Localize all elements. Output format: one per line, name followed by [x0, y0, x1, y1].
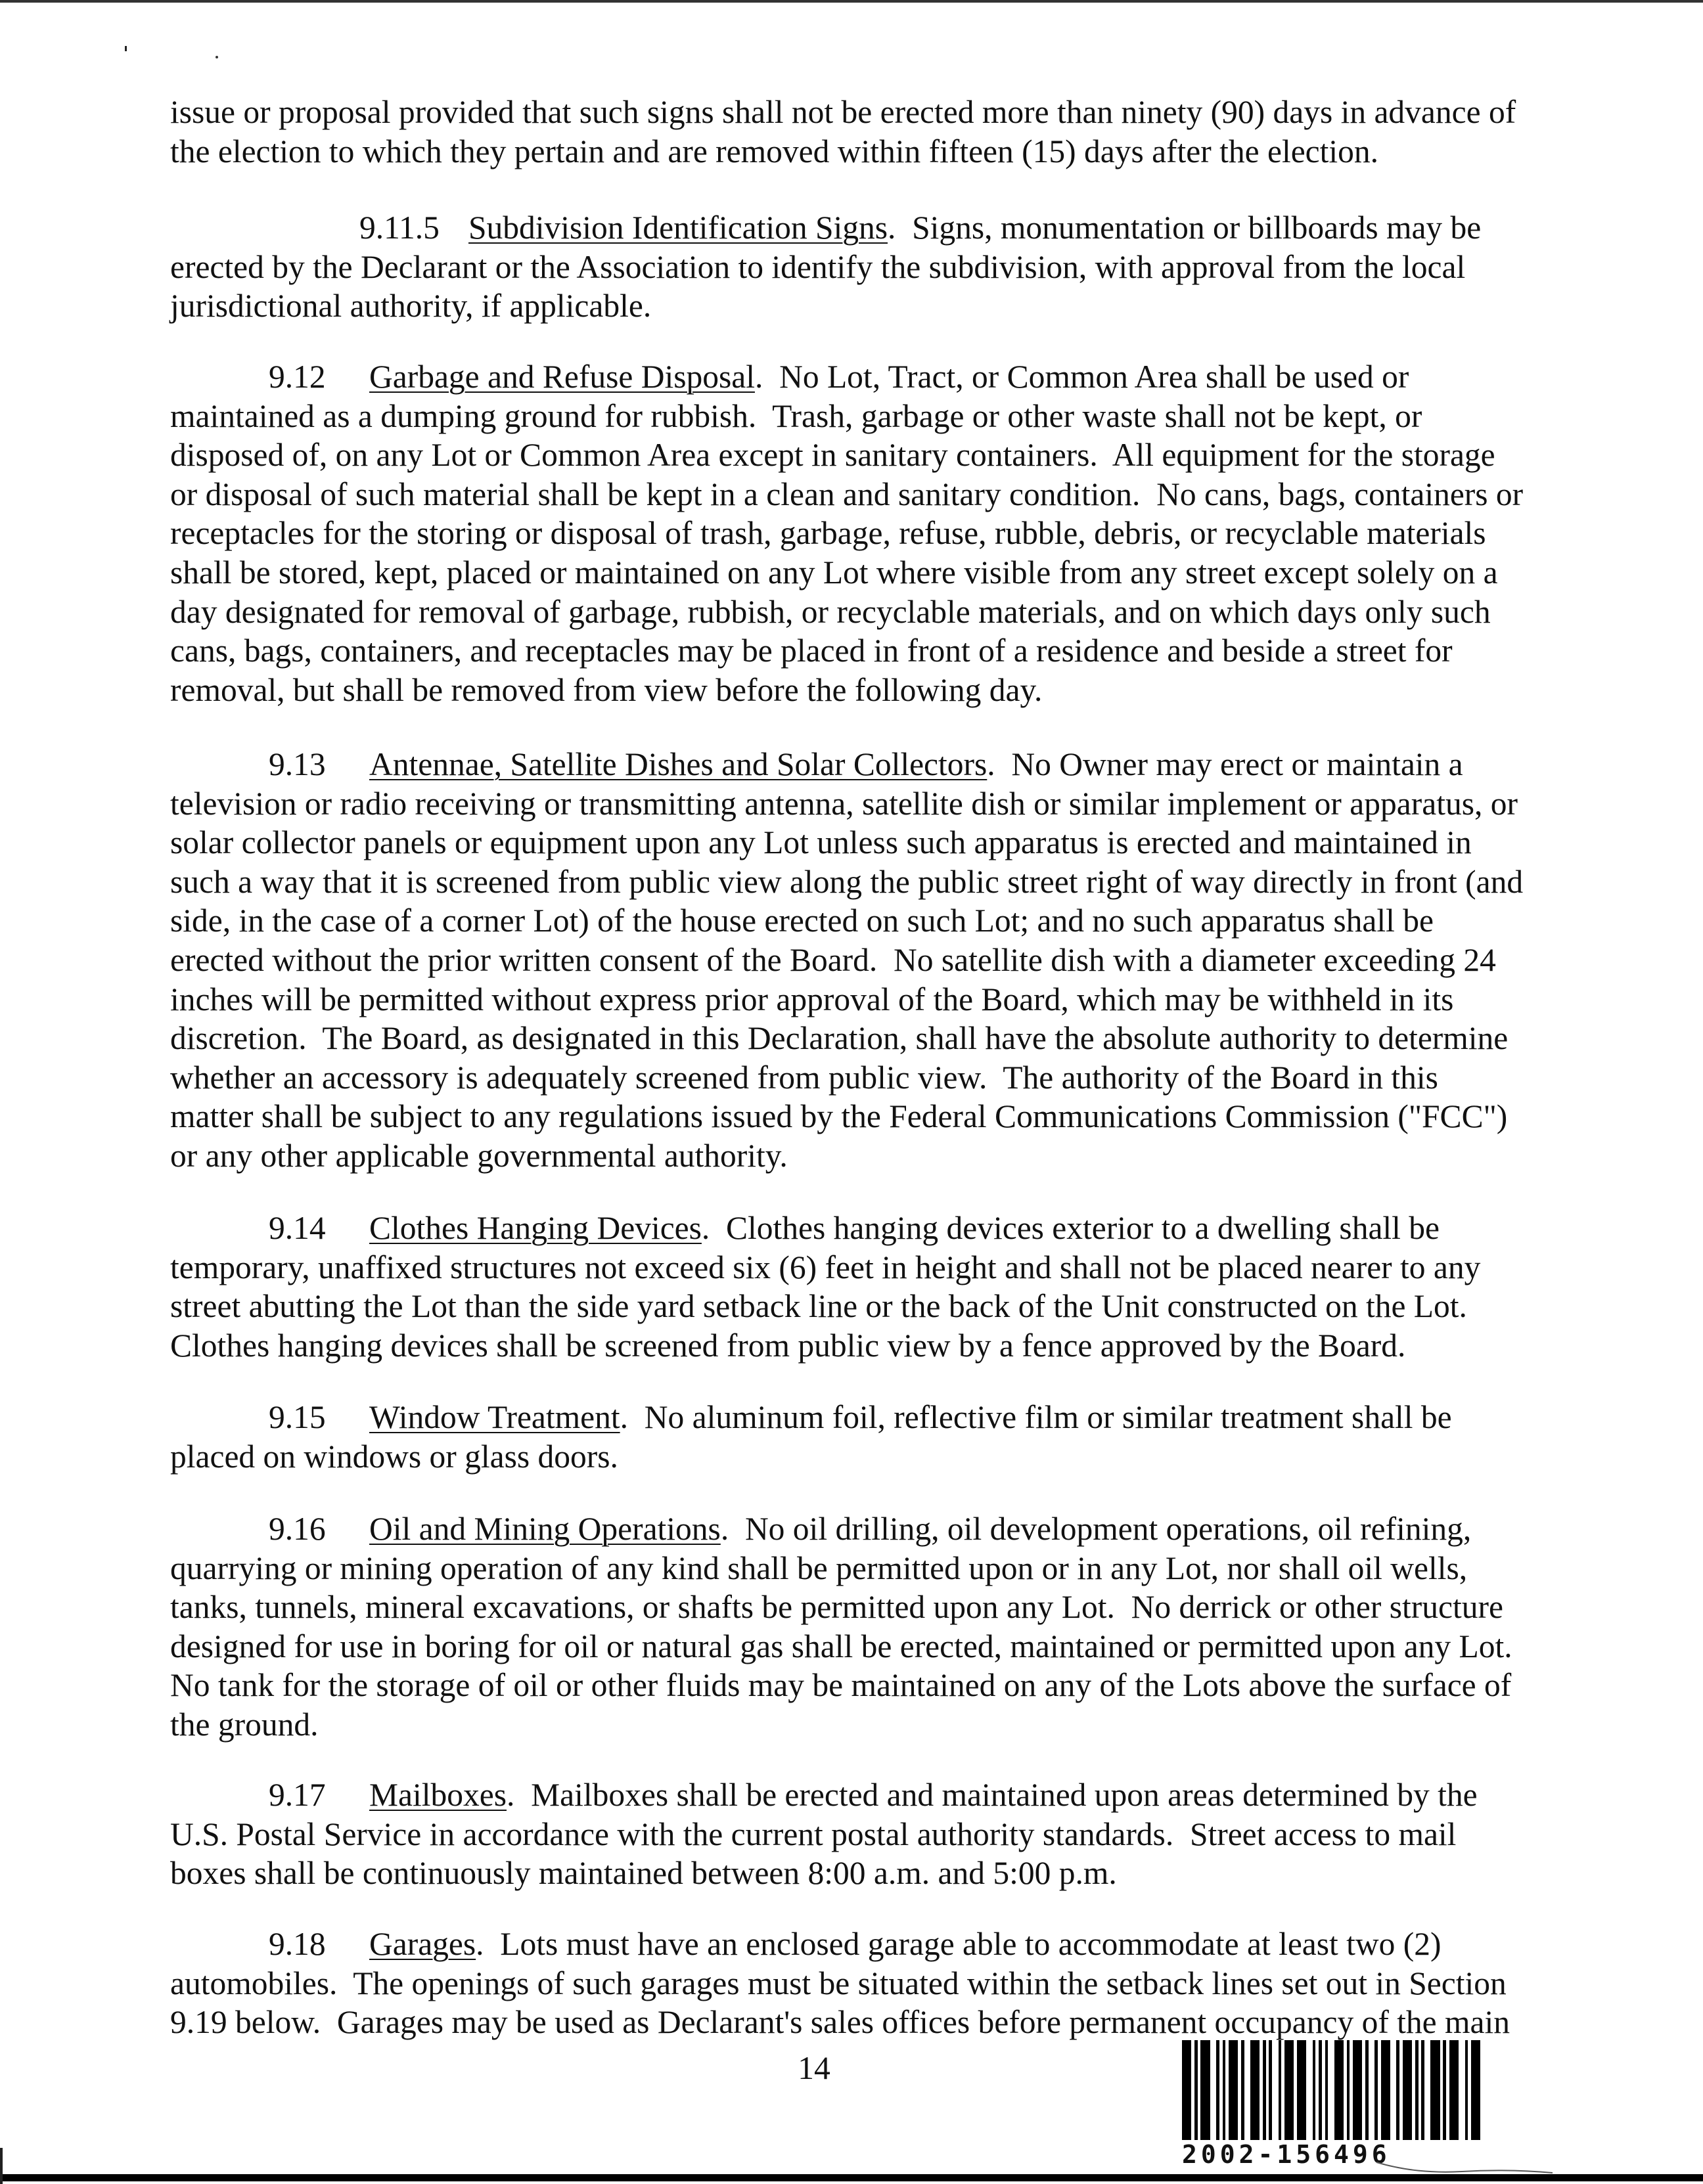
text-line: discretion. The Board, as designated in this Declaration, shall have the absolute authority to determine	[170, 1020, 1509, 1057]
text-line: receptacles for the storing or disposal of trash, garbage, refuse, rubble, debris, or recyclable materials	[170, 515, 1486, 552]
section-text: . No oil drilling, oil development operations, oil refining,	[720, 1511, 1472, 1547]
section-first-line	[170, 208, 1481, 248]
barcode-bar	[1182, 2040, 1191, 2140]
barcode-space	[1272, 2040, 1278, 2140]
section-9-15	[170, 1398, 1452, 1476]
scan-edge-top	[0, 0, 1703, 3]
scan-artifact-line	[1376, 2157, 1554, 2177]
text-line: automobiles. The openings of such garages must be situated within the setback lines set out in Section	[170, 1965, 1507, 2001]
section-first-line	[170, 1509, 1512, 1549]
text-line: the election to which they pertain and are removed within fifteen (15) days after the election.	[170, 133, 1379, 169]
section-text: . Lots must have an enclosed garage able to accommodate at least two (2)	[476, 1926, 1442, 1962]
text-line: U.S. Postal Service in accordance with the current postal authority standards. Street access to mail	[170, 1816, 1457, 1852]
text-line: boxes shall be continuously maintained between 8:00 a.m. and 5:00 p.m.	[170, 1855, 1117, 1892]
section-number: 9.15	[269, 1399, 326, 1435]
barcode-space	[1210, 2040, 1216, 2140]
barcode-bar	[1200, 2040, 1210, 2140]
text-line: television or radio receiving or transmitting antenna, satellite dish or similar implement or apparatus, or	[170, 785, 1518, 822]
text-line: or disposal of such material shall be kept in a clean and sanitary condition. No cans, bags, containers or	[170, 476, 1524, 512]
barcode-bar	[1334, 2040, 1344, 2140]
text-line: placed on windows or glass doors.	[170, 1438, 618, 1475]
section-number: 9.12	[269, 359, 326, 395]
text-line: erected without the prior written consent of the Board. No satellite dish with a diameter exceeding 24	[170, 941, 1496, 978]
section-number: 9.18	[269, 1926, 326, 1962]
section-number: 9.14	[269, 1210, 326, 1246]
section-number: 9.13	[269, 746, 326, 782]
text-line: matter shall be subject to any regulations issued by the Federal Communications Commission ("FCC")	[170, 1098, 1508, 1135]
section-first-line	[170, 1925, 1510, 1964]
text-line: jurisdictional authority, if applicable.	[170, 288, 652, 324]
section-9-14	[170, 1209, 1480, 1365]
section-heading: Clothes Hanging Devices	[369, 1210, 702, 1246]
barcode-space	[1459, 2040, 1465, 2140]
barcode-space	[1390, 2040, 1396, 2140]
section-number: 9.16	[269, 1511, 326, 1547]
section-9-17	[170, 1775, 1478, 1893]
section-heading: Window Treatment	[369, 1399, 620, 1435]
text-line: disposed of, on any Lot or Common Area except in sanitary containers. All equipment for the storage	[170, 437, 1495, 474]
text-line: temporary, unaffixed structures not exceed six (6) feet in height and shall not be placed nearer to any	[170, 1249, 1481, 1285]
text-line: erected by the Declarant or the Association to identify the subdivision, with approval from the local	[170, 248, 1466, 285]
scan-speck	[125, 46, 127, 51]
section-text: . Signs, monumentation or billboards may be	[888, 210, 1482, 246]
scan-edge-left	[0, 2148, 3, 2184]
section-first-line	[170, 1209, 1480, 1248]
text-line: shall be stored, kept, placed or maintained on any Lot where visible from any street except solely on a	[170, 554, 1498, 591]
barcode-bar	[1430, 2040, 1440, 2140]
text-line: issue or proposal provided that such signs shall not be erected more than ninety (90) days in advance of	[170, 94, 1516, 130]
section-9-11-5	[170, 208, 1481, 326]
barcode-bar	[1250, 2040, 1260, 2140]
section-heading: Subdivision Identification Signs	[468, 210, 888, 246]
text-line: solar collector panels or equipment upon any Lot unless such apparatus is erected and maintained in	[170, 824, 1472, 861]
barcode-space	[1306, 2040, 1312, 2140]
text-line: inches will be permitted without express prior approval of the Board, which may be withheld in its	[170, 981, 1454, 1017]
section-heading: Antennae, Satellite Dishes and Solar Collectors	[369, 746, 988, 782]
text-line: 9.19 below. Garages may be used as Declarant's sales offices before permanent occupancy of the main	[170, 2004, 1510, 2041]
text-line: maintained as a dumping ground for rubbish. Trash, garbage or other waste shall not be kept, or	[170, 397, 1422, 434]
section-first-line	[170, 1775, 1478, 1815]
text-line: Clothes hanging devices shall be screened from public view by a fence approved by the Board.	[170, 1327, 1406, 1364]
barcode-bar	[1381, 2040, 1390, 2140]
barcode-bar	[1403, 2040, 1412, 2140]
page-number: 14	[798, 2050, 830, 2086]
section-text: . No Lot, Tract, or Common Area shall be used or	[754, 359, 1409, 395]
section-number: 9.17	[269, 1777, 326, 1813]
text-line: whether an accessory is adequately screened from public view. The authority of the Board in this	[170, 1059, 1438, 1096]
barcode	[1182, 2040, 1480, 2140]
barcode-bar	[1353, 2040, 1362, 2140]
section-number: 9.11.5	[359, 210, 440, 246]
section-text: . No Owner may erect or maintain a	[987, 746, 1463, 782]
text-line: day designated for removal of garbage, rubbish, or recyclable materials, and on which days only such	[170, 593, 1491, 630]
text-line: designed for use in boring for oil or natural gas shall be erected, maintained or permitted upon any Lot.	[170, 1628, 1512, 1664]
intro-paragraph	[170, 93, 1516, 171]
section-first-line	[170, 1398, 1452, 1437]
section-text: . No aluminum foil, reflective film or similar treatment shall be	[620, 1399, 1452, 1435]
section-heading: Garages	[369, 1926, 476, 1962]
barcode-space	[1328, 2040, 1334, 2140]
text-line: quarrying or mining operation of any kind shall be permitted upon or in any Lot, nor shall oil wells,	[170, 1549, 1468, 1586]
text-line: street abutting the Lot than the side yard setback line or the back of the Unit constructed on the Lot.	[170, 1288, 1467, 1325]
text-line: the ground.	[170, 1706, 319, 1743]
text-line: such a way that it is screened from public view along the public street right of way directly in front (and	[170, 863, 1524, 900]
barcode-bar	[1284, 2040, 1294, 2140]
barcode-bar	[1297, 2040, 1306, 2140]
text-line: tanks, tunnels, mineral excavations, or shafts be permitted upon any Lot. No derrick or other structure	[170, 1589, 1503, 1626]
text-line: or any other applicable governmental authority.	[170, 1137, 788, 1174]
scan-speck	[216, 56, 218, 58]
section-9-12	[170, 357, 1523, 709]
text-line: removal, but shall be removed from view before the following day.	[170, 671, 1043, 708]
section-heading: Garbage and Refuse Disposal	[369, 359, 755, 395]
barcode-space	[1244, 2040, 1250, 2140]
barcode-number: 2002-156496	[1182, 2140, 1391, 2169]
section-heading: Mailboxes	[369, 1777, 507, 1813]
barcode-space	[1424, 2040, 1430, 2140]
section-text: . Mailboxes shall be erected and maintained upon areas determined by the	[506, 1777, 1478, 1813]
text-line: No tank for the storage of oil or other fluids may be maintained on any of the Lots above the surface of	[170, 1667, 1512, 1704]
text-line: side, in the case of a corner Lot) of the house erected on such Lot; and no such apparatus shall be	[170, 903, 1434, 939]
section-first-line	[170, 357, 1523, 397]
barcode-bar	[1449, 2040, 1459, 2140]
section-9-16	[170, 1509, 1512, 1745]
text-line: cans, bags, containers, and receptacles may be placed in front of a residence and beside a street for	[170, 633, 1453, 669]
section-text: . Clothes hanging devices exterior to a dwelling shall be	[701, 1210, 1440, 1246]
section-first-line	[170, 745, 1523, 784]
barcode-space	[1369, 2040, 1374, 2140]
barcode-bar	[1229, 2040, 1238, 2140]
section-9-13	[170, 745, 1523, 1176]
barcode-bar	[1471, 2040, 1480, 2140]
section-9-18	[170, 1925, 1510, 2042]
section-heading: Oil and Mining Operations	[369, 1511, 721, 1547]
